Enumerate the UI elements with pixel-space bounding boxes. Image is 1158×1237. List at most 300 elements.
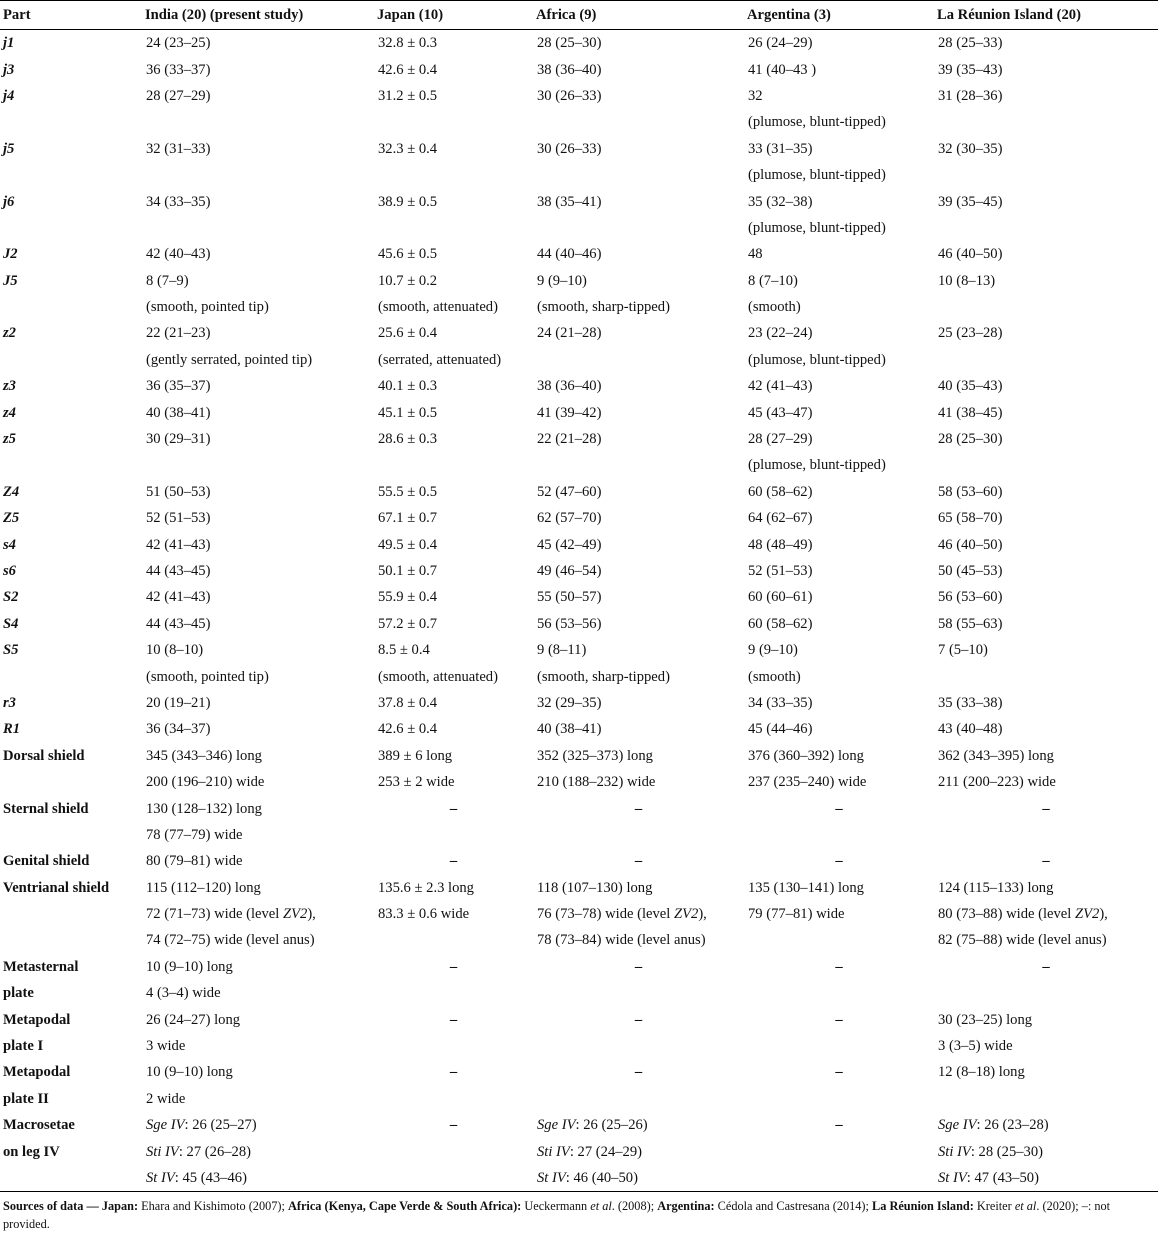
value-cell: 48 (48–49) xyxy=(748,536,813,553)
part-cell: j6 xyxy=(3,193,15,210)
value-cell xyxy=(142,109,374,135)
value-cell: 115 (112–120) long xyxy=(146,879,261,896)
table-row xyxy=(0,875,1158,901)
value-cell: Sti IV: 27 (26–28) xyxy=(146,1143,251,1160)
part-cell: Z4 xyxy=(3,483,20,500)
value-cell xyxy=(374,1138,533,1164)
value-cell xyxy=(934,162,1158,188)
table-row xyxy=(0,769,1158,795)
value-cell: 3 (3–5) wide xyxy=(938,1038,1013,1055)
value-cell: 40 (35–43) xyxy=(938,378,1003,395)
part-cell: J2 xyxy=(3,246,18,263)
value-cell: 10 (8–10) xyxy=(146,642,204,659)
value-cell: St IV: 46 (40–50) xyxy=(533,1165,744,1192)
value-cell xyxy=(533,1033,744,1059)
part-cell: S4 xyxy=(3,615,19,632)
value-cell: 51 (50–53) xyxy=(146,483,211,500)
value-cell xyxy=(934,663,1158,689)
table-row xyxy=(0,347,1158,373)
value-cell: 38 (36–40) xyxy=(537,378,602,395)
table-row xyxy=(0,373,1158,399)
value-cell: (smooth) xyxy=(748,299,801,316)
value-cell: 41 (38–45) xyxy=(938,404,1003,421)
value-cell: 37.8 ± 0.4 xyxy=(378,694,438,711)
table-row xyxy=(0,743,1158,769)
value-cell: 45.1 ± 0.5 xyxy=(378,404,438,421)
table-row xyxy=(0,215,1158,241)
value-cell xyxy=(374,109,533,135)
value-cell: 36 (35–37) xyxy=(146,378,211,395)
value-cell: 64 (62–67) xyxy=(748,510,813,527)
value-cell: 48 xyxy=(748,246,763,263)
footnote-source-text: Cédola and Castresana (2014); xyxy=(714,1199,873,1214)
value-cell: 31.2 ± 0.5 xyxy=(378,87,438,104)
value-cell: Sge IV: 26 (25–27) xyxy=(146,1117,257,1134)
table-row xyxy=(0,505,1158,531)
value-cell xyxy=(142,452,374,478)
header-japan: Japan (10) xyxy=(374,1,533,30)
part-cell xyxy=(0,901,142,927)
table-row xyxy=(0,531,1158,557)
value-cell xyxy=(533,452,744,478)
table-row xyxy=(0,663,1158,689)
value-cell: 45 (43–47) xyxy=(748,404,813,421)
part-cell: Ventrianal shield xyxy=(3,879,110,896)
table-row xyxy=(0,822,1158,848)
value-cell xyxy=(374,1165,533,1192)
value-cell: 32 xyxy=(748,87,763,104)
part-cell xyxy=(0,927,142,953)
part-cell xyxy=(0,822,142,848)
part-cell: Dorsal shield xyxy=(3,747,85,764)
part-cell: Genital shield xyxy=(3,853,90,870)
value-cell: 50.1 ± 0.7 xyxy=(378,563,438,579)
value-cell: – xyxy=(634,1064,643,1081)
value-cell: St IV: 45 (43–46) xyxy=(142,1165,374,1192)
header-africa: Africa (9) xyxy=(533,1,744,30)
table-row xyxy=(0,980,1158,1006)
table-row xyxy=(0,320,1158,346)
table-row xyxy=(0,1165,1158,1192)
value-cell: 55.9 ± 0.4 xyxy=(378,589,438,606)
value-cell: 41 (40–43 ) xyxy=(748,61,817,78)
value-cell: (serrated, attenuated) xyxy=(378,351,502,368)
part-cell: j5 xyxy=(3,140,15,157)
value-cell: 55 (50–57) xyxy=(537,589,602,606)
value-cell: (plumose, blunt-tipped) xyxy=(748,457,886,474)
value-cell: – xyxy=(835,853,843,870)
value-cell xyxy=(374,1033,533,1059)
value-cell: 60 (58–62) xyxy=(748,615,813,632)
value-cell: 237 (235–240) wide xyxy=(748,774,867,791)
value-cell: 45 (42–49) xyxy=(537,536,602,553)
footnote-source-label: Africa (Kenya, Cape Verde & South Africa): xyxy=(288,1199,522,1214)
table-row xyxy=(0,452,1158,478)
part-cell xyxy=(0,769,142,795)
table-row xyxy=(0,268,1158,294)
value-cell xyxy=(533,1086,744,1112)
value-cell: – xyxy=(634,958,643,975)
value-cell xyxy=(374,452,533,478)
part-cell: s4 xyxy=(3,536,16,553)
value-cell: 40 (38–41) xyxy=(537,721,602,738)
value-cell: 12 (8–18) long xyxy=(938,1064,1025,1081)
value-cell: 34 (33–35) xyxy=(146,193,211,210)
value-cell: 30 (26–33) xyxy=(537,87,602,104)
value-cell: 135 (130–141) long xyxy=(748,879,864,896)
table-row xyxy=(0,162,1158,188)
footnote xyxy=(0,1192,1158,1233)
value-cell: 35 (32–38) xyxy=(748,193,813,210)
value-cell: – xyxy=(449,853,458,870)
value-cell: 43 (40–48) xyxy=(938,721,1003,738)
value-cell: 45 (44–46) xyxy=(748,721,813,738)
value-cell xyxy=(934,452,1158,478)
value-cell: 38 (36–40) xyxy=(537,61,602,78)
part-cell: j4 xyxy=(3,87,15,104)
value-cell: 22 (21–23) xyxy=(146,325,211,342)
value-cell: 65 (58–70) xyxy=(938,510,1003,527)
value-cell: 31 (28–36) xyxy=(938,87,1003,104)
value-cell: (smooth) xyxy=(748,668,801,685)
value-cell: 3 wide xyxy=(146,1038,186,1055)
value-cell xyxy=(142,215,374,241)
value-cell: – xyxy=(835,800,843,817)
value-cell xyxy=(374,822,533,848)
value-cell: 253 ± 2 wide xyxy=(378,774,455,791)
part-cell: on leg IV xyxy=(3,1143,60,1160)
value-cell: 49 (46–54) xyxy=(537,563,602,579)
value-cell: 30 (23–25) long xyxy=(938,1011,1033,1028)
value-cell: 58 (53–60) xyxy=(938,483,1003,500)
table-row xyxy=(0,426,1158,452)
value-cell: – xyxy=(634,1011,643,1028)
value-cell: 389 ± 6 long xyxy=(378,747,453,764)
value-cell: 26 (24–29) xyxy=(748,35,813,52)
value-cell: 7 (5–10) xyxy=(938,642,988,659)
value-cell: – xyxy=(835,958,843,975)
value-cell: 352 (325–373) long xyxy=(537,747,653,764)
value-cell: 28 (25–33) xyxy=(938,35,1003,52)
part-cell xyxy=(0,452,142,478)
part-cell: plate xyxy=(3,985,34,1002)
part-cell: s6 xyxy=(3,563,16,579)
value-cell xyxy=(533,822,744,848)
value-cell: – xyxy=(634,800,643,817)
value-cell: 62 (57–70) xyxy=(537,510,602,527)
value-cell: 8 (7–9) xyxy=(146,272,189,289)
part-cell xyxy=(0,1165,142,1192)
value-cell: 28 (27–29) xyxy=(146,87,211,104)
value-cell: 32.3 ± 0.4 xyxy=(378,140,438,157)
value-cell: 72 (71–73) wide (level ZV2), xyxy=(146,906,316,923)
value-cell xyxy=(374,215,533,241)
value-cell: 38.9 ± 0.5 xyxy=(378,193,438,210)
value-cell: (smooth, attenuated) xyxy=(378,668,498,685)
table-row xyxy=(0,83,1158,109)
value-cell: 28 (25–30) xyxy=(938,431,1003,448)
value-cell: 23 (22–24) xyxy=(748,325,813,342)
value-cell: 78 (77–79) wide xyxy=(146,826,243,843)
part-cell: plate I xyxy=(3,1038,44,1055)
part-cell: Metapodal xyxy=(3,1011,71,1028)
header-row xyxy=(0,1,1158,30)
table-row xyxy=(0,136,1158,162)
value-cell: 49.5 ± 0.4 xyxy=(378,536,438,553)
value-cell: Sti IV: 28 (25–30) xyxy=(938,1143,1043,1160)
part-cell: J5 xyxy=(3,272,18,289)
header-reunion: La Réunion Island (20) xyxy=(934,1,1158,30)
value-cell: – xyxy=(449,958,458,975)
value-cell: 25.6 ± 0.4 xyxy=(378,325,438,342)
value-cell: 52 (47–60) xyxy=(537,483,602,500)
part-cell xyxy=(0,663,142,689)
value-cell: 376 (360–392) long xyxy=(748,747,864,764)
table-row xyxy=(0,848,1158,874)
part-cell: plate II xyxy=(3,1090,49,1107)
value-cell: 58 (55–63) xyxy=(938,615,1003,632)
value-cell xyxy=(934,980,1158,1006)
table-row xyxy=(0,690,1158,716)
footnote-source-year: . (2020); –: not provided. xyxy=(3,1199,1111,1232)
value-cell: 45.6 ± 0.5 xyxy=(378,246,438,263)
part-cell: Macrosetae xyxy=(3,1117,75,1134)
value-cell: 22 (21–28) xyxy=(537,431,602,448)
table-row xyxy=(0,795,1158,821)
value-cell: – xyxy=(449,1064,458,1081)
value-cell: 42.6 ± 0.4 xyxy=(378,721,438,738)
value-cell: (smooth, sharp-tipped) xyxy=(537,668,670,685)
value-cell: 25 (23–28) xyxy=(938,325,1003,342)
value-cell: 124 (115–133) long xyxy=(938,879,1054,896)
table-row xyxy=(0,558,1158,584)
value-cell: 50 (45–53) xyxy=(938,563,1003,579)
value-cell xyxy=(744,1165,934,1192)
value-cell: (smooth, pointed tip) xyxy=(146,299,269,316)
table-row xyxy=(0,901,1158,927)
value-cell: (smooth, attenuated) xyxy=(378,299,498,316)
table-row xyxy=(0,1006,1158,1032)
value-cell: 57.2 ± 0.7 xyxy=(378,615,438,632)
value-cell xyxy=(533,162,744,188)
value-cell: 40.1 ± 0.3 xyxy=(378,378,438,395)
value-cell: – xyxy=(449,1117,458,1134)
value-cell xyxy=(744,822,934,848)
footnote-source-text: Kreiter xyxy=(973,1199,1015,1214)
value-cell xyxy=(142,162,374,188)
table-row xyxy=(0,584,1158,610)
value-cell: 2 wide xyxy=(146,1090,186,1107)
value-cell: – xyxy=(835,1064,843,1081)
value-cell: (plumose, blunt-tipped) xyxy=(748,114,886,131)
value-cell: (plumose, blunt-tipped) xyxy=(748,167,886,184)
value-cell: 82 (75–88) wide (level anus) xyxy=(938,932,1107,949)
value-cell: 10 (8–13) xyxy=(938,272,996,289)
part-cell xyxy=(0,162,142,188)
value-cell: 42 (41–43) xyxy=(146,536,211,553)
value-cell: 10 (9–10) long xyxy=(146,1064,233,1081)
value-cell: 362 (343–395) long xyxy=(938,747,1054,764)
value-cell: 44 (43–45) xyxy=(146,615,211,632)
footnote-source-label: Argentina: xyxy=(657,1199,715,1214)
value-cell xyxy=(533,980,744,1006)
table-row xyxy=(0,1059,1158,1085)
table-row xyxy=(0,109,1158,135)
table-row xyxy=(0,927,1158,953)
value-cell: 32 (29–35) xyxy=(537,694,602,711)
value-cell: 76 (73–78) wide (level ZV2), xyxy=(537,906,707,923)
part-cell xyxy=(0,347,142,373)
value-cell: 56 (53–60) xyxy=(938,589,1003,606)
value-cell xyxy=(374,980,533,1006)
value-cell: 52 (51–53) xyxy=(748,563,813,579)
part-cell: j3 xyxy=(3,61,15,78)
table-row xyxy=(0,30,1158,57)
value-cell xyxy=(744,1138,934,1164)
value-cell: 211 (200–223) wide xyxy=(938,774,1056,791)
value-cell: 78 (73–84) wide (level anus) xyxy=(537,932,706,949)
value-cell: 40 (38–41) xyxy=(146,404,211,421)
value-cell: Sti IV: 27 (24–29) xyxy=(537,1143,642,1160)
value-cell: 42 (41–43) xyxy=(146,589,211,606)
value-cell: – xyxy=(1042,800,1050,817)
footnote-lead: Sources of data — xyxy=(3,1199,102,1214)
part-cell: Sternal shield xyxy=(3,800,89,817)
value-cell: (plumose, blunt-tipped) xyxy=(748,219,886,236)
table-row xyxy=(0,954,1158,980)
table-row xyxy=(0,637,1158,663)
value-cell xyxy=(934,109,1158,135)
value-cell: 28 (27–29) xyxy=(748,431,813,448)
value-cell: 210 (188–232) wide xyxy=(537,774,656,791)
value-cell: 345 (343–346) long xyxy=(146,747,262,764)
footnote-etal: et al xyxy=(590,1199,612,1214)
value-cell: 38 (35–41) xyxy=(537,193,602,210)
part-cell: r3 xyxy=(3,694,16,711)
value-cell: Sge IV: 26 (23–28) xyxy=(938,1117,1049,1134)
value-cell: 44 (43–45) xyxy=(146,563,211,579)
value-cell: 60 (60–61) xyxy=(748,589,813,606)
table-row xyxy=(0,399,1158,425)
value-cell: 30 (29–31) xyxy=(146,431,211,448)
part-cell: Metapodal xyxy=(3,1064,71,1081)
table-row xyxy=(0,241,1158,267)
header-part: Part xyxy=(0,1,142,30)
value-cell: 118 (107–130) long xyxy=(537,879,653,896)
value-cell: 30 (26–33) xyxy=(537,140,602,157)
value-cell xyxy=(533,347,744,373)
value-cell: 135.6 ± 2.3 long xyxy=(378,879,474,896)
value-cell: 42.6 ± 0.4 xyxy=(378,61,438,78)
value-cell: 41 (39–42) xyxy=(537,404,602,421)
value-cell xyxy=(374,1086,533,1112)
value-cell: 46 (40–50) xyxy=(938,246,1003,263)
header-argentina: Argentina (3) xyxy=(744,1,934,30)
value-cell: 83.3 ± 0.6 wide xyxy=(378,906,470,923)
footnote-source-label: Japan: xyxy=(101,1199,139,1214)
value-cell: – xyxy=(1042,958,1050,975)
value-cell: 39 (35–43) xyxy=(938,61,1003,78)
footnote-source-year: . (2008); xyxy=(611,1199,658,1214)
part-cell: z2 xyxy=(3,325,16,342)
table-row xyxy=(0,56,1158,82)
value-cell: 10.7 ± 0.2 xyxy=(378,272,438,289)
footnote-source-text: Ehara and Kishimoto (2007); xyxy=(138,1199,288,1214)
value-cell: 46 (40–50) xyxy=(938,536,1003,553)
value-cell: – xyxy=(449,800,458,817)
value-cell: 8 (7–10) xyxy=(748,272,798,289)
value-cell: 35 (33–38) xyxy=(938,694,1003,711)
value-cell xyxy=(533,215,744,241)
value-cell: 20 (19–21) xyxy=(146,694,211,711)
header-india: India (20) (present study) xyxy=(142,1,374,30)
table-row xyxy=(0,1138,1158,1164)
value-cell: – xyxy=(835,1117,843,1134)
value-cell: 67.1 ± 0.7 xyxy=(378,510,438,527)
part-cell: Z5 xyxy=(3,510,20,527)
value-cell: 80 (79–81) wide xyxy=(146,853,243,870)
value-cell xyxy=(744,980,934,1006)
value-cell: Sge IV: 26 (25–26) xyxy=(537,1117,648,1134)
value-cell xyxy=(744,1086,934,1112)
value-cell xyxy=(934,347,1158,373)
value-cell: 55.5 ± 0.5 xyxy=(378,483,438,500)
value-cell: 9 (9–10) xyxy=(748,642,798,659)
value-cell: 39 (35–45) xyxy=(938,193,1003,210)
footnote-etal: et al xyxy=(1014,1199,1037,1214)
value-cell xyxy=(744,927,934,953)
value-cell xyxy=(934,215,1158,241)
value-cell: 200 (196–210) wide xyxy=(146,774,265,791)
value-cell: 36 (34–37) xyxy=(146,721,211,738)
part-cell xyxy=(0,109,142,135)
value-cell: 8.5 ± 0.4 xyxy=(378,642,430,659)
value-cell xyxy=(744,1033,934,1059)
value-cell: 42 (41–43) xyxy=(748,378,813,395)
table-row xyxy=(0,1086,1158,1112)
part-cell: z3 xyxy=(3,378,16,395)
table-row xyxy=(0,611,1158,637)
part-cell: S5 xyxy=(3,642,19,659)
value-cell: 130 (128–132) long xyxy=(146,800,262,817)
part-cell: S2 xyxy=(3,589,19,606)
value-cell: – xyxy=(449,1011,458,1028)
value-cell: St IV: 47 (43–50) xyxy=(934,1165,1158,1192)
table-body xyxy=(0,30,1158,1192)
value-cell xyxy=(934,294,1158,320)
value-cell: 42 (40–43) xyxy=(146,246,211,263)
value-cell xyxy=(934,822,1158,848)
value-cell: 56 (53–56) xyxy=(537,615,602,632)
part-cell: Metasternal xyxy=(3,958,79,975)
value-cell: – xyxy=(1042,853,1050,870)
value-cell: 24 (23–25) xyxy=(146,35,211,52)
value-cell: (gently serrated, pointed tip) xyxy=(146,351,313,368)
value-cell: 74 (72–75) wide (level anus) xyxy=(146,932,315,949)
value-cell: – xyxy=(835,1011,843,1028)
value-cell: 32 (31–33) xyxy=(146,140,211,157)
value-cell: 9 (8–11) xyxy=(537,642,587,659)
value-cell: 10 (9–10) long xyxy=(146,958,233,975)
value-cell xyxy=(374,162,533,188)
value-cell: 9 (9–10) xyxy=(537,272,587,289)
table-row xyxy=(0,1033,1158,1059)
table-row xyxy=(0,479,1158,505)
value-cell: (plumose, blunt-tipped) xyxy=(748,351,886,368)
footnote-source-label: La Réunion Island: xyxy=(872,1199,974,1214)
value-cell: (smooth, sharp-tipped) xyxy=(537,299,670,316)
part-cell: z5 xyxy=(3,431,16,448)
